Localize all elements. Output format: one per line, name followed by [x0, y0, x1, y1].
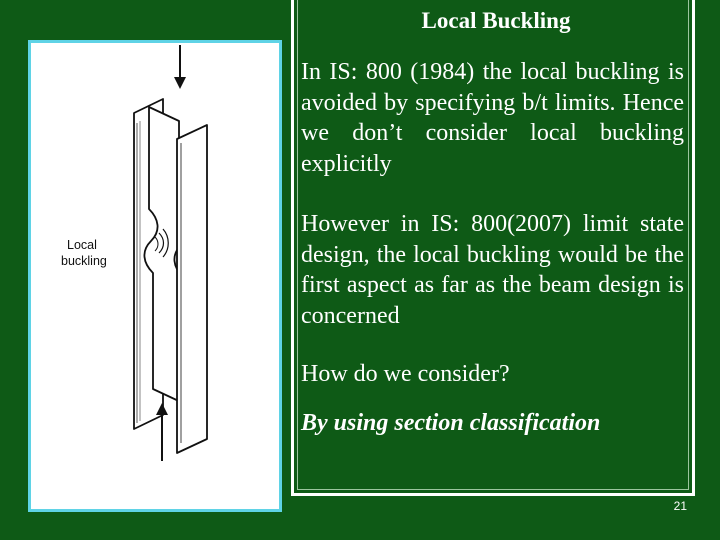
figure-panel: [28, 40, 282, 512]
figure-label-local: Local: [67, 238, 97, 252]
paragraph-question: How do we consider?: [301, 361, 510, 387]
top-load-arrow-icon: [174, 45, 186, 89]
figure-label-buckling: buckling: [61, 254, 107, 268]
i-section-column: [134, 99, 207, 453]
paragraph-is800-2007: However in IS: 800(2007) limit state design, the local buckling would be the first aspect as far as the beam design is concerned: [301, 211, 684, 329]
page-number: 21: [673, 499, 687, 513]
paragraph-answer: By using section classification: [301, 410, 601, 436]
local-buckling-illustration: [31, 43, 279, 509]
slide-title: Local Buckling: [421, 8, 571, 33]
paragraph-is800-1984: In IS: 800 (1984) the local buckling is avoided by specifying b/t limits. Hence we don’t consider local buckling explicitly: [301, 59, 684, 177]
bottom-load-arrow-icon: [156, 403, 168, 461]
